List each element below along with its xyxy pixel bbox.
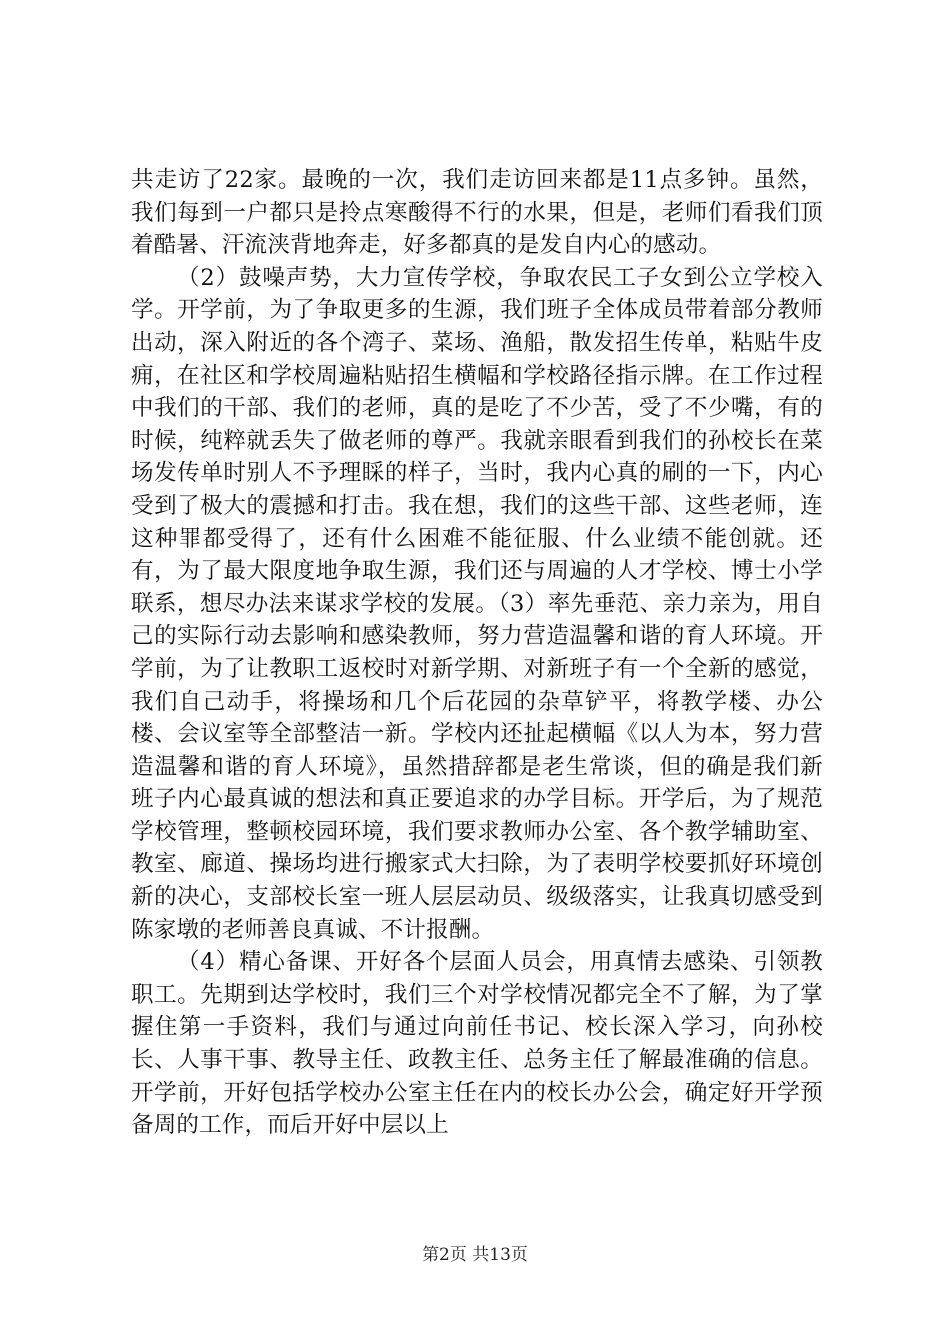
document-body bbox=[131, 164, 823, 1142]
paragraph-2: （2）鼓噪声势，大力宣传学校，争取农民工子女到公立学校入学。开学前，为了争取更多的生源，我们班子全体成员带着部分教师出动，深入附近的各个湾子、菜场、渔船，散发招生传单，粘贴牛皮痈，在社区和学校周遍粘贴招生横幅和学校路径指示牌。在工作过程中我们的干部、我们的老师，真的是吃了不少苦，受了不少嘴，有的时候，纯粹就丢失了做老师的尊严。我就亲眼看到我们的孙校长在菜场发传单时别人不予理睬的样子，当时，我内心真的刷的一下，内心受到了极大的震撼和打击。我在想，我们的这些干部、这些老师，连这种罪都受得了，还有什么困难不能征服、什么业绩不能创就。还有，为了最大限度地争取生源，我们还与周遍的人才学校、博士小学联系，想尽办法来谋求学校的发展。（3）率先垂范、亲力亲为，用自己的实际行动去影响和感染教师，努力营造温馨和谐的育人环境。开学前，为了让教职工返校时对新学期、对新班子有一个全新的感觉，我们自己动手，将操场和几个后花园的杂草铲平，将教学楼、办公楼、会议室等全部整洁一新。学校内还扯起横幅《以人为本，努力营造温馨和谐的育人环境》，虽然措辞都是老生常谈，但的确是我们新班子内心最真诚的想法和真正要追求的办学目标。开学后，为了规范学校管理，整顿校园环境，我们要求教师办公室、各个教学辅助室、教室、廊道、操场均进行搬家式大扫除，为了表明学校要抓好环境创新的决心，支部校长室一班人层层动员、级级落实，让我真切感受到陈家墩的老师善良真诚、不计报酬。 bbox=[131, 264, 823, 943]
paragraph-3: （4）精心备课、开好各个层面人员会，用真情去感染、引领教职工。先期到达学校时，我们三个对学校情况都完全不了解，为了掌握住第一手资料，我们与通过向前任书记、校长深入学习，向孙校长、人事干事、教导主任、政教主任、总务主任了解最准确的信息。开学前，开好包括学校办公室主任在内的校长办公会，确定好开学预备周的工作，而后开好中层以上 bbox=[131, 949, 823, 1139]
paragraph-1: 共走访了22家。最晚的一次，我们走访回来都是11点多钟。虽然，我们每到一户都只是拎点寒酸得不行的水果，但是，老师们看我们顶着酷暑、汗流浃背地奔走，好多都真的是发自内心的感动。 bbox=[131, 167, 823, 259]
page-number-footer: 第2页 共13页 bbox=[422, 1245, 528, 1265]
